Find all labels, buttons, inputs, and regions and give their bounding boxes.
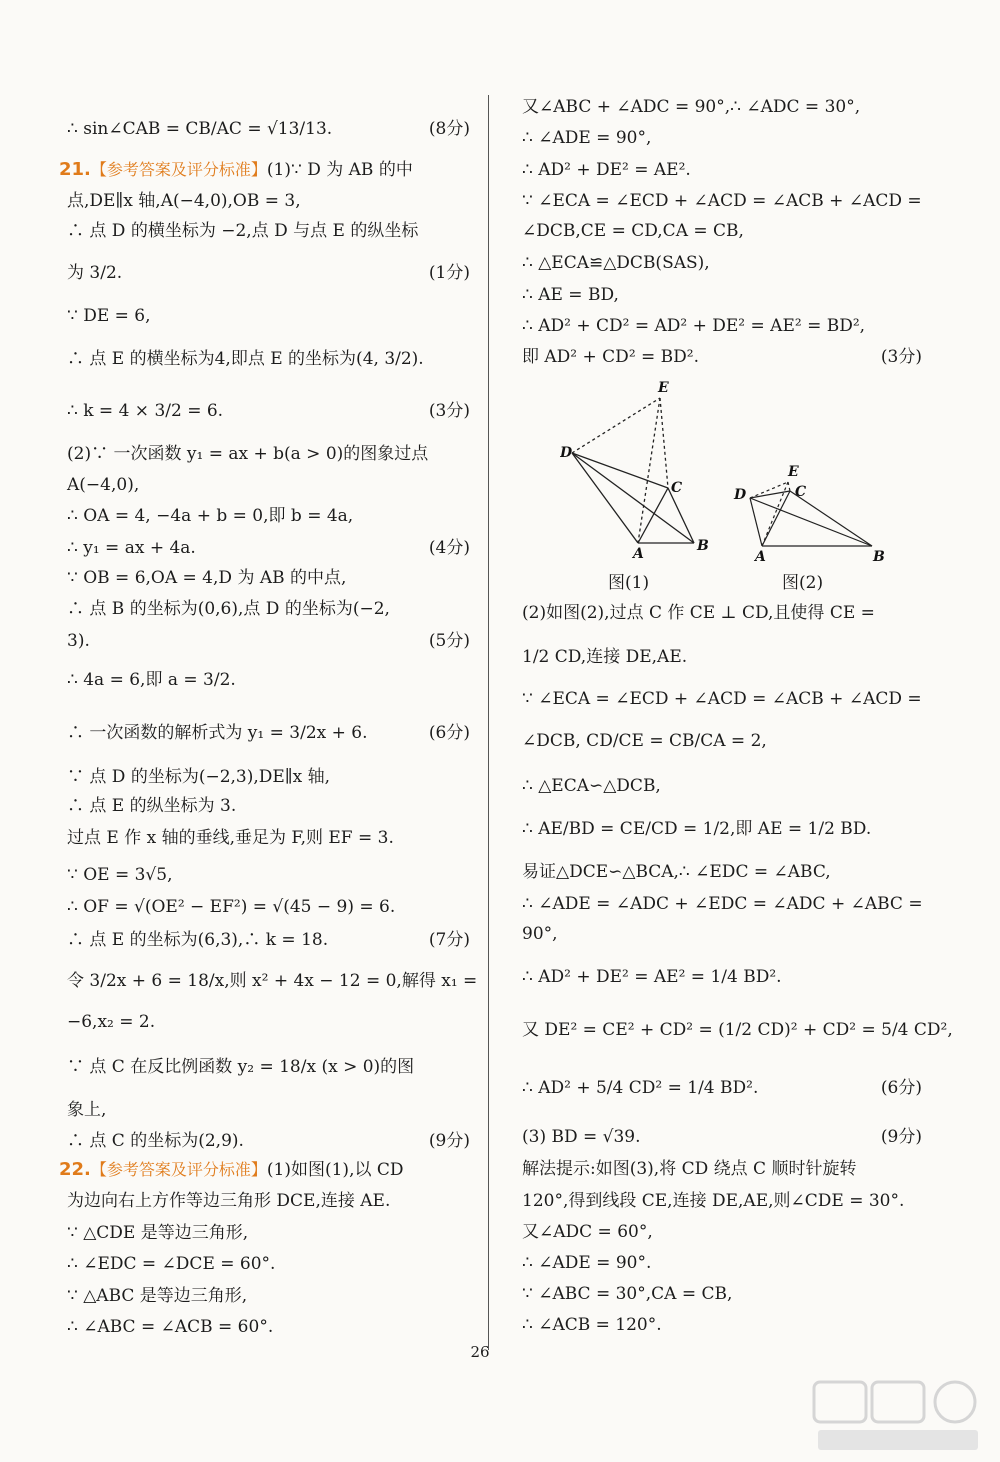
geometry-figures: [560, 378, 900, 597]
seg-CB: [668, 488, 694, 543]
seg-DB: [572, 453, 694, 543]
line-text: 点,DE∥x 轴,A(−4,0),OB = 3,: [67, 191, 301, 211]
figure-svg: [560, 378, 900, 593]
line-text: ∵ △ABC 是等边三角形,: [67, 1286, 248, 1306]
question-number: 21.: [59, 159, 91, 180]
line-text: 为 3/2.: [67, 263, 123, 283]
line-text: ∵ 点 D 的坐标为(−2,3),DE∥x 轴,: [67, 767, 331, 787]
line-text: 又 DE² = CE² + CD² = (1/2 CD)² + CD² = 5/4 CD²,: [522, 1020, 953, 1040]
line-text: [59, 1159, 404, 1181]
line-text: ∴ AE = BD,: [522, 285, 619, 305]
line-text: (2)∵ 一次函数 y₁ = ax + b(a > 0)的图象过点: [67, 444, 429, 464]
line-text: 即 AD² + CD² = BD².: [522, 347, 700, 367]
seg-DA: [750, 498, 762, 546]
score-marker: (8分): [428, 119, 470, 139]
line-text: ∵ ∠ECA = ∠ECD + ∠ACD = ∠ACB + ∠ACD =: [522, 689, 922, 709]
line-text: ∴ 点 C 的坐标为(2,9).: [67, 1131, 244, 1151]
seg-EC: [788, 482, 790, 491]
answer-heading: 【参考答案及评分标准】: [90, 1160, 267, 1179]
line-text: 为边向右上方作等边三角形 DCE,连接 AE.: [67, 1191, 391, 1211]
fig1-label: A: [633, 546, 644, 562]
line-text: 易证△DCE∽△BCA,∴ ∠EDC = ∠ABC,: [522, 862, 831, 882]
score-marker: (9分): [880, 1127, 922, 1147]
line-text: ∠DCB, CD/CE = CB/CA = 2,: [522, 731, 767, 751]
line-text: 3).: [67, 631, 90, 651]
line-body: (1)如图(1),以 CD: [266, 1160, 404, 1180]
line-text: ∴ k = 4 × 3/2 = 6.: [67, 401, 224, 421]
seg-CA: [638, 488, 668, 543]
score-marker: (3分): [880, 347, 922, 367]
line-text: ∴ ∠ADE = ∠ADC + ∠EDC = ∠ADC + ∠ABC =: [522, 894, 923, 914]
line-text: 1/2 CD,连接 DE,AE.: [522, 647, 688, 667]
line-text: ∴ AE/BD = CE/CD = 1/2,即 AE = 1/2 BD.: [522, 819, 872, 839]
line-text: [59, 159, 413, 181]
seg-DC: [750, 491, 790, 498]
line-text: (2)如图(2),过点 C 作 CE ⊥ CD,且使得 CE =: [522, 603, 875, 623]
figure-1: [572, 398, 694, 543]
seg-DC: [572, 453, 668, 488]
line-text: ∴ 点 E 的横坐标为4,即点 E 的坐标为(4, 3/2).: [67, 349, 424, 369]
fig2-label: C: [795, 484, 807, 500]
line-text: ∴ AD² + 5/4 CD² = 1/4 BD².: [522, 1078, 759, 1098]
line-text: ∵ 点 C 在反比例函数 y₂ = 18/x (x > 0)的图: [67, 1057, 415, 1077]
line-text: ∴ 点 E 的纵坐标为 3.: [67, 796, 237, 816]
line-text: ∴ ∠ACB = 120°.: [522, 1315, 662, 1335]
score-marker: (4分): [428, 538, 470, 558]
line-text: ∴ AD² + DE² = AE² = 1/4 BD².: [522, 967, 782, 987]
line-text: ∴ ∠ADE = 90°,: [522, 128, 652, 148]
line-text: ∴ 4a = 6,即 a = 3/2.: [67, 670, 236, 690]
fig1-label: B: [697, 538, 709, 554]
line-text: ∵ DE = 6,: [67, 306, 151, 326]
line-text: ∴ ∠ABC = ∠ACB = 60°.: [67, 1317, 274, 1337]
line-text: ∴ AD² + CD² = AD² + DE² = AE² = BD²,: [522, 316, 866, 336]
line-text: ∴ ∠EDC = ∠DCE = 60°.: [67, 1254, 276, 1274]
line-text: A(−4,0),: [67, 475, 140, 495]
fig2-label: B: [873, 549, 885, 565]
line-text: ∴ sin∠CAB = CB/AC = √13/13.: [67, 119, 333, 139]
figure-1-caption: 图(1): [608, 573, 650, 593]
score-marker: (3分): [428, 401, 470, 421]
line-text: 令 3/2x + 6 = 18/x,则 x² + 4x − 12 = 0,解得 x₁ =: [67, 971, 478, 991]
line-text: 过点 E 作 x 轴的垂线,垂足为 F,则 EF = 3.: [67, 828, 394, 848]
line-text: ∵ △CDE 是等边三角形,: [67, 1223, 249, 1243]
line-text: ∴ OA = 4, −4a + b = 0,即 b = 4a,: [67, 506, 354, 526]
fig1-label: D: [560, 445, 573, 461]
score-marker: (6分): [880, 1078, 922, 1098]
page-number: 26: [470, 1343, 490, 1361]
score-marker: (7分): [428, 930, 470, 950]
line-text: ∵ ∠ECA = ∠ECD + ∠ACD = ∠ACB + ∠ACD =: [522, 191, 922, 211]
line-text: 象上,: [67, 1100, 107, 1120]
line-text: 又∠ABC + ∠ADC = 90°,∴ ∠ADC = 30°,: [522, 97, 861, 117]
score-marker: (9分): [428, 1131, 470, 1151]
seg-CA: [762, 491, 790, 546]
line-text: ∴ ∠ADE = 90°.: [522, 1253, 652, 1273]
question-number: 22.: [59, 1159, 91, 1180]
fig2-label: E: [788, 464, 799, 480]
fig1-label: C: [671, 480, 683, 496]
line-text: ∴ AD² + DE² = AE².: [522, 160, 691, 180]
watermark-logo: [812, 1380, 987, 1455]
line-text: ∴ 一次函数的解析式为 y₁ = 3/2x + 6.: [67, 723, 368, 743]
seg-EC: [660, 398, 668, 488]
line-text: ∵ OE = 3√5,: [67, 865, 173, 885]
line-text: ∴ y₁ = ax + 4a.: [67, 538, 196, 558]
line-text: ∵ ∠ABC = 30°,CA = CB,: [522, 1284, 733, 1304]
score-marker: (6分): [428, 723, 470, 743]
line-text: ∵ OB = 6,OA = 4,D 为 AB 的中点,: [67, 568, 347, 588]
line-text: −6,x₂ = 2.: [67, 1012, 156, 1032]
line-text: 解法提示:如图(3),将 CD 绕点 C 顺时针旋转: [522, 1159, 857, 1179]
line-text: ∠DCB,CE = CD,CA = CB,: [522, 221, 744, 241]
line-text: ∴ 点 B 的坐标为(0,6),点 D 的坐标为(−2,: [67, 599, 390, 619]
line-text: 90°,: [522, 924, 558, 944]
seg-DA: [572, 453, 638, 543]
seg-DE: [572, 398, 660, 453]
score-marker: (5分): [428, 631, 470, 651]
line-body: (1)∵ D 为 AB 的中: [266, 160, 413, 180]
line-text: ∴ △ECA∽△DCB,: [522, 776, 661, 796]
figure-2-caption: 图(2): [782, 573, 824, 593]
line-text: ∴ △ECA≌△DCB(SAS),: [522, 253, 710, 273]
answer-heading: 【参考答案及评分标准】: [90, 160, 267, 179]
fig1-label: E: [658, 380, 669, 396]
fig2-label: D: [734, 487, 747, 503]
line-text: 120°,得到线段 CE,连接 DE,AE,则∠CDE = 30°.: [522, 1191, 905, 1211]
column-divider: [488, 95, 489, 1350]
line-text: (3) BD = √39.: [522, 1127, 641, 1147]
line-text: ∴ OF = √(OE² − EF²) = √(45 − 9) = 6.: [67, 897, 396, 917]
line-text: ∴ 点 D 的横坐标为 −2,点 D 与点 E 的纵坐标: [67, 221, 419, 241]
fig2-label: A: [755, 549, 766, 565]
watermark-logo-image: [812, 1380, 987, 1455]
figure-2: [750, 482, 872, 546]
line-text: ∴ 点 E 的坐标为(6,3),∴ k = 18.: [67, 930, 329, 950]
line-text: 又∠ADC = 60°,: [522, 1222, 653, 1242]
score-marker: (1分): [428, 263, 470, 283]
seg-EA: [638, 398, 660, 543]
